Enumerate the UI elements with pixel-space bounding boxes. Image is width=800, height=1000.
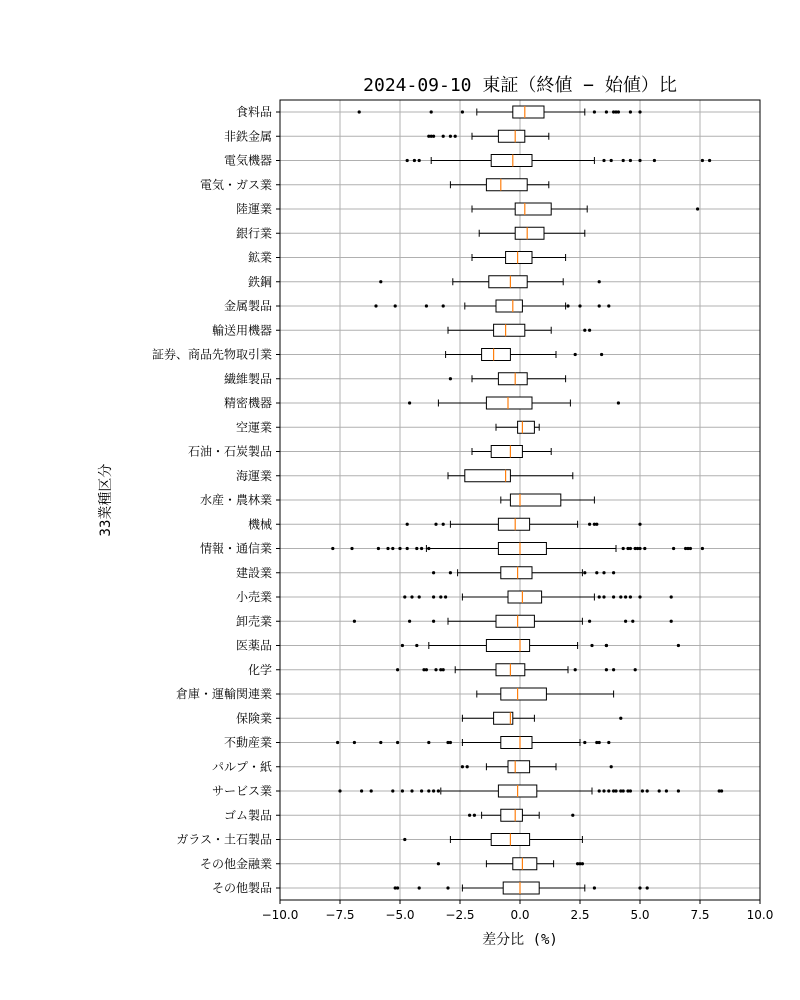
outlier-point [672, 547, 675, 550]
outlier-point [588, 620, 591, 623]
iqr-box [501, 688, 547, 700]
outlier-point [391, 547, 394, 550]
outlier-point [593, 886, 596, 889]
iqr-box [513, 858, 537, 870]
outlier-point [588, 523, 591, 526]
iqr-box [515, 203, 551, 215]
outlier-point [610, 159, 613, 162]
outlier-point [425, 668, 428, 671]
box-group [479, 227, 585, 239]
y-tick-label: 建設業 [235, 565, 272, 580]
iqr-box [513, 106, 544, 118]
outlier-point [420, 789, 423, 792]
outlier-point [461, 765, 464, 768]
iqr-box [486, 640, 529, 652]
iqr-box [506, 252, 532, 264]
outlier-point [403, 838, 406, 841]
outlier-point [571, 814, 574, 817]
outlier-point [602, 789, 605, 792]
outlier-point [401, 644, 404, 647]
outlier-point [593, 110, 596, 113]
y-tick-label: 機械 [247, 517, 272, 532]
iqr-box [501, 809, 523, 821]
y-tick-label: 鉱業 [247, 250, 272, 265]
outlier-point [398, 547, 401, 550]
outlier-point [578, 304, 581, 307]
box-group [477, 688, 614, 700]
y-tick-label: 医薬品 [235, 638, 272, 653]
outlier-point [634, 668, 637, 671]
iqr-box [508, 591, 542, 603]
outlier-point [442, 304, 445, 307]
outlier-point [638, 159, 641, 162]
outlier-point [425, 304, 428, 307]
outlier-point [583, 741, 586, 744]
y-axis-ticks [152, 104, 280, 895]
outlier-point [353, 741, 356, 744]
outlier-point [449, 377, 452, 380]
iqr-box [498, 543, 546, 555]
outlier-point [581, 862, 584, 865]
outlier-point [598, 304, 601, 307]
outlier-point [646, 789, 649, 792]
outlier-point [629, 547, 632, 550]
outlier-point [406, 523, 409, 526]
outlier-point [353, 620, 356, 623]
outlier-point [406, 547, 409, 550]
outlier-point [670, 595, 673, 598]
outlier-point [454, 135, 457, 138]
y-tick-label: 精密機器 [223, 396, 272, 410]
outlier-point [595, 571, 598, 574]
iqr-box [515, 227, 544, 239]
y-tick-label: ガラス・土石製品 [176, 832, 272, 847]
iqr-box [508, 761, 530, 773]
outlier-point [413, 159, 416, 162]
outlier-point [442, 523, 445, 526]
outlier-point [696, 207, 699, 210]
iqr-box [503, 882, 539, 894]
outlier-point [358, 110, 361, 113]
outlier-point [605, 668, 608, 671]
outlier-point [336, 741, 339, 744]
outlier-point [612, 595, 615, 598]
outlier-point [437, 862, 440, 865]
iqr-box [491, 155, 532, 167]
outlier-point [720, 789, 723, 792]
outlier-point [432, 571, 435, 574]
box-group [448, 470, 573, 482]
iqr-box [498, 130, 524, 142]
y-tick-label: 空運業 [235, 420, 272, 435]
outlier-point [427, 789, 430, 792]
y-tick-label: 倉庫・運輸関連業 [175, 687, 272, 701]
outlier-point [653, 159, 656, 162]
outlier-point [598, 789, 601, 792]
outlier-point [598, 595, 601, 598]
x-tick-label: −10.0 [261, 908, 299, 922]
iqr-box [465, 470, 511, 482]
outlier-point [646, 886, 649, 889]
outlier-point [677, 644, 680, 647]
outlier-point [360, 789, 363, 792]
outlier-point [638, 595, 641, 598]
outlier-point [638, 523, 641, 526]
outlier-point [638, 886, 641, 889]
iqr-box [501, 567, 532, 579]
y-tick-label: 非鉄金属 [223, 129, 272, 144]
outlier-point [607, 789, 610, 792]
outlier-point [598, 280, 601, 283]
box-group [496, 421, 539, 433]
outlier-point [617, 110, 620, 113]
outlier-point [701, 159, 704, 162]
outlier-point [574, 353, 577, 356]
outlier-point [386, 547, 389, 550]
outlier-point [396, 668, 399, 671]
y-tick-label: サービス業 [211, 784, 272, 798]
y-tick-label: 電気機器 [223, 153, 272, 168]
outlier-point [677, 789, 680, 792]
outlier-point [595, 523, 598, 526]
y-tick-label: 不動産業 [223, 735, 272, 750]
outlier-point [432, 620, 435, 623]
outlier-point [449, 135, 452, 138]
outlier-point [430, 110, 433, 113]
y-tick-label: 小売業 [235, 590, 272, 604]
outlier-point [432, 595, 435, 598]
outlier-point [432, 135, 435, 138]
box-group [472, 252, 566, 264]
iqr-box [498, 373, 527, 385]
outlier-point [461, 110, 464, 113]
outlier-point [624, 620, 627, 623]
outlier-point [396, 886, 399, 889]
y-tick-label: ゴム製品 [223, 808, 272, 823]
y-tick-label: 化学 [247, 662, 272, 677]
x-tick-label: −2.5 [445, 908, 475, 922]
outlier-point [403, 595, 406, 598]
outlier-point [624, 595, 627, 598]
y-tick-label: 陸運業 [235, 202, 272, 216]
outlier-point [605, 110, 608, 113]
outlier-point [406, 159, 409, 162]
outlier-point [602, 595, 605, 598]
y-tick-label: 鉄鋼 [247, 274, 272, 289]
iqr-box [489, 276, 527, 288]
outlier-point [444, 595, 447, 598]
outlier-point [420, 547, 423, 550]
x-tick-label: 7.5 [690, 908, 710, 922]
y-tick-label: 卸売業 [235, 614, 272, 629]
x-tick-label: −7.5 [325, 908, 355, 922]
x-tick-label: 2.5 [570, 908, 590, 922]
iqr-box [486, 397, 532, 409]
outlier-point [701, 547, 704, 550]
outlier-point [638, 110, 641, 113]
outlier-point [622, 789, 625, 792]
y-tick-label: パルプ・紙 [211, 759, 272, 774]
outlier-point [415, 547, 418, 550]
iqr-box [486, 179, 527, 191]
x-tick-label: 5.0 [630, 908, 650, 922]
outlier-point [466, 765, 469, 768]
outlier-point [574, 668, 577, 671]
y-tick-label: 水産・農林業 [199, 493, 272, 507]
outlier-point [629, 159, 632, 162]
outlier-point [658, 789, 661, 792]
outlier-point [418, 595, 421, 598]
outlier-point [379, 280, 382, 283]
outlier-point [610, 765, 613, 768]
outlier-point [588, 329, 591, 332]
iqr-box [498, 518, 529, 530]
y-tick-label: 証券、商品先物取引業 [151, 347, 272, 362]
outlier-point [374, 304, 377, 307]
outlier-point [434, 668, 437, 671]
outlier-point [446, 886, 449, 889]
y-tick-label: 金属製品 [223, 299, 272, 313]
chart-title: 2024-09-10 東証（終値 − 始値）比 [363, 75, 677, 96]
outlier-point [370, 789, 373, 792]
outlier-point [689, 547, 692, 550]
y-tick-label: 海運業 [235, 468, 272, 483]
outlier-point [427, 547, 430, 550]
y-tick-label: 保険業 [235, 711, 272, 726]
outlier-point [391, 789, 394, 792]
outlier-point [410, 595, 413, 598]
outlier-point [442, 668, 445, 671]
x-tick-label: 0.0 [510, 908, 530, 922]
x-tick-label: −5.0 [385, 908, 415, 922]
y-tick-label: 銀行業 [235, 226, 272, 241]
box-group [472, 446, 551, 458]
outlier-point [379, 741, 382, 744]
outlier-point [418, 886, 421, 889]
outlier-point [410, 789, 413, 792]
outlier-point [432, 789, 435, 792]
outlier-point [602, 159, 605, 162]
outlier-point [600, 353, 603, 356]
outlier-point [598, 741, 601, 744]
outlier-point [415, 644, 418, 647]
outlier-point [434, 523, 437, 526]
outlier-point [643, 547, 646, 550]
y-tick-label: 情報・通信業 [199, 541, 272, 556]
outlier-point [394, 304, 397, 307]
outlier-point [670, 620, 673, 623]
iqr-box [510, 494, 560, 506]
y-tick-label: その他金融業 [199, 856, 272, 871]
outlier-point [614, 789, 617, 792]
y-tick-label: 電気・ガス業 [199, 177, 272, 192]
outlier-point [473, 814, 476, 817]
y-tick-label: その他製品 [211, 881, 272, 895]
outlier-point [442, 135, 445, 138]
outlier-point [377, 547, 380, 550]
box-group [450, 179, 548, 191]
iqr-box [518, 421, 535, 433]
outlier-point [641, 789, 644, 792]
outlier-point [437, 789, 440, 792]
outlier-point [629, 789, 632, 792]
y-axis-label: 33業種区分 [98, 463, 114, 537]
outlier-point [338, 789, 341, 792]
iqr-box [494, 324, 525, 336]
iqr-box [501, 737, 532, 749]
outlier-point [622, 547, 625, 550]
outlier-point [665, 789, 668, 792]
outlier-point [418, 159, 421, 162]
outlier-point [619, 717, 622, 720]
outlier-point [629, 110, 632, 113]
iqr-box [491, 446, 522, 458]
outlier-point [401, 789, 404, 792]
x-axis-ticks [262, 900, 774, 922]
outlier-point [331, 547, 334, 550]
outlier-point [396, 741, 399, 744]
outlier-point [607, 304, 610, 307]
outlier-point [622, 159, 625, 162]
outlier-point [408, 620, 411, 623]
y-tick-label: 食料品 [235, 105, 272, 119]
outlier-point [583, 329, 586, 332]
outlier-point [617, 401, 620, 404]
iqr-box [496, 300, 522, 312]
outlier-point [607, 741, 610, 744]
iqr-box [482, 349, 511, 361]
outlier-point [439, 595, 442, 598]
iqr-box [496, 615, 534, 627]
outlier-point [583, 571, 586, 574]
outlier-point [612, 571, 615, 574]
x-axis-label: 差分比 (%) [482, 932, 558, 948]
outlier-point [619, 595, 622, 598]
outlier-point [449, 571, 452, 574]
outlier-point [631, 620, 634, 623]
outlier-point [468, 814, 471, 817]
outlier-point [612, 668, 615, 671]
outlier-point [638, 547, 641, 550]
outlier-point [449, 741, 452, 744]
outlier-point [605, 644, 608, 647]
outlier-point [566, 304, 569, 307]
outlier-point [350, 547, 353, 550]
outlier-point [590, 644, 593, 647]
outlier-point [408, 401, 411, 404]
outlier-point [602, 571, 605, 574]
y-tick-label: 繊維製品 [223, 371, 272, 386]
x-tick-label: 10.0 [746, 908, 774, 922]
outlier-point [629, 595, 632, 598]
outlier-point [427, 741, 430, 744]
y-tick-label: 輸送用機器 [211, 323, 272, 338]
outlier-point [708, 159, 711, 162]
y-tick-label: 石油・石炭製品 [187, 444, 272, 459]
